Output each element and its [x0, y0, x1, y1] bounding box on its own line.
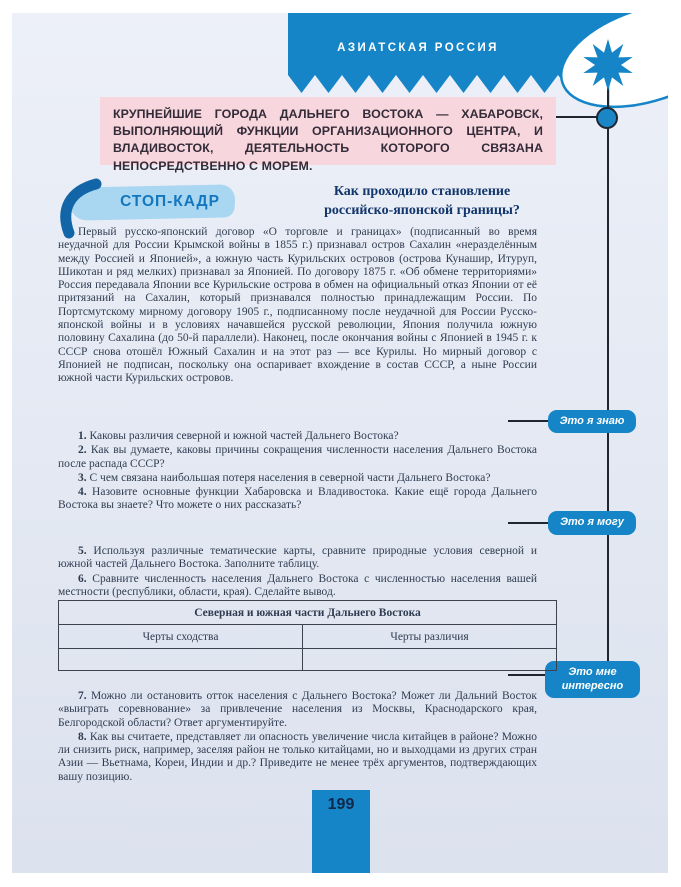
table-title: Северная и южная части Дальнего Востока: [59, 601, 557, 625]
comparison-table: [58, 600, 557, 671]
question-text: Как вы считаете, представляет ли опасность увеличение числа китайцев в районе? Можно ли снизить риск, например, заселяя район не только китайцами, но и выходцами из других стран Азии — Вьетнама, Кореи, Индии и др.? Приведите не менее трёх аргументов, подтверждающих вашу позицию.: [58, 730, 537, 783]
stop-kadr-label: СТОП-КАДР: [120, 193, 220, 210]
question-text: Сравните численность населения Дальнего Востока с численностью населения вашей местности (республики, области, края). Сделайте вывод.: [58, 572, 537, 598]
question-number: 4.: [78, 486, 87, 499]
margin-line: [607, 106, 609, 673]
question-item: [58, 545, 537, 572]
question-text: Используя различные тематические карты, сравните природные условия северной и южной частей Дальнего Востока. Заполните таблицу.: [58, 545, 538, 571]
intro-paragraph: [58, 226, 537, 386]
questions-can: [58, 545, 537, 600]
questions-interesting: [58, 690, 537, 785]
question-text: Каковы различия северной и южной частей Дальнего Востока?: [89, 430, 399, 442]
intro-paragraph-text: Первый русско-японский договор «О торговле и границах» (подписанный во время неудачной для России Крымской войны в 1855 г.) признавал остров Сахалин «неразделённым между Россией и Японией», а южную часть Курильских островов (острова Кунашир, Итуруп, Шикотан и ряд мелких) признавал за Японией. По договору 1875 г. «Об обмене территориями» Россия передавала Японии все Курильские острова в обмен на официальный отказ Японии от её притязаний на Сахалин, который признавался полностью принадлежащим России. По Портсмутскому мирному договору 1905 г., подписанному после неудачной для России Русско-японской войны и в условиях начавшейся русской революции, Япония получила южную половину Сахалина (до 50-й параллели). Наконец, после окончания войны с Японией в 1945 г. к СССР снова отошёл Южный Сахалин и на этот раз — все Курилы. Но мирный договор с Японией не подписан, поскольку она оспаривает вхождение в состав СССР, а ныне России южной части Курильских островов.: [58, 226, 537, 385]
question-text: С чем связана наибольшая потеря населения в северной части Дальнего Востока?: [89, 471, 491, 484]
header-banner: [288, 13, 668, 109]
connector-dot: [596, 107, 618, 129]
know-badge: Это я знаю: [548, 410, 636, 433]
question-number: 6.: [78, 572, 87, 585]
section-heading-line1: Как проходило становление: [333, 184, 511, 199]
table-cell-empty: [303, 649, 557, 671]
can-badge: Это я могу: [548, 511, 636, 535]
question-number: 3.: [78, 471, 87, 484]
question-number: 5.: [78, 545, 87, 557]
question-text: Можно ли остановить отток населения с Дальнего Востока? Может ли Дальний Восток «выиграть соревнование» за привлечение населения из Москвы, Краснодарского края, Белгородской области? Ответ аргументируйте.: [58, 690, 537, 729]
table-col-differences: Черты различия: [303, 625, 557, 649]
connector-line-key-idea: [556, 116, 598, 118]
question-number: 1.: [78, 430, 87, 442]
running-head: АЗИАТСКАЯ РОССИЯ: [337, 42, 499, 54]
question-item: [58, 731, 537, 784]
connector-line-interesting: [508, 674, 545, 676]
question-item: [58, 444, 537, 471]
key-idea-box: КРУПНЕЙШИЕ ГОРОДА ДАЛЬНЕГО ВОСТОКА — ХАБАРОВСК, ВЫПОЛНЯЮЩИЙ ФУНКЦИИ ОРГАНИЗАЦИОННОГО ЦЕНТРА, И ВЛАДИВОСТОК, ДЕЯТЕЛЬНОСТЬ КОТОРОГО СВЯЗАНА НЕПОСРЕДСТВЕННО С МОРЕМ.: [100, 97, 556, 165]
table-col-similarities: Черты сходства: [59, 625, 303, 649]
question-item: [58, 690, 537, 730]
textbook-page: [12, 13, 668, 873]
questions-know: [58, 430, 537, 514]
question-text: Как вы думаете, каковы причины сокращения численности населения Дальнего Востока после распада СССР?: [58, 444, 538, 470]
question-text: Назовите основные функции Хабаровска и Владивостока. Какие ещё города Дальнего Востока вы знаете? Что можете о них рассказать?: [58, 486, 537, 512]
question-number: 8.: [78, 730, 87, 743]
connector-line-can: [508, 522, 548, 524]
page-number-box: [312, 790, 370, 873]
question-number: 2.: [78, 444, 87, 457]
question-item: [58, 573, 537, 600]
question-item: [58, 486, 537, 513]
question-item: [58, 472, 537, 485]
interesting-badge: Это мне интересно: [545, 661, 640, 698]
section-heading: [282, 183, 562, 220]
question-number: 7.: [78, 690, 87, 702]
question-item: [58, 430, 537, 443]
table-cell-empty: [59, 649, 303, 671]
section-heading-line2: российско-японской границы?: [324, 202, 520, 218]
connector-line-know: [508, 420, 548, 422]
page-number: 199: [327, 796, 355, 813]
